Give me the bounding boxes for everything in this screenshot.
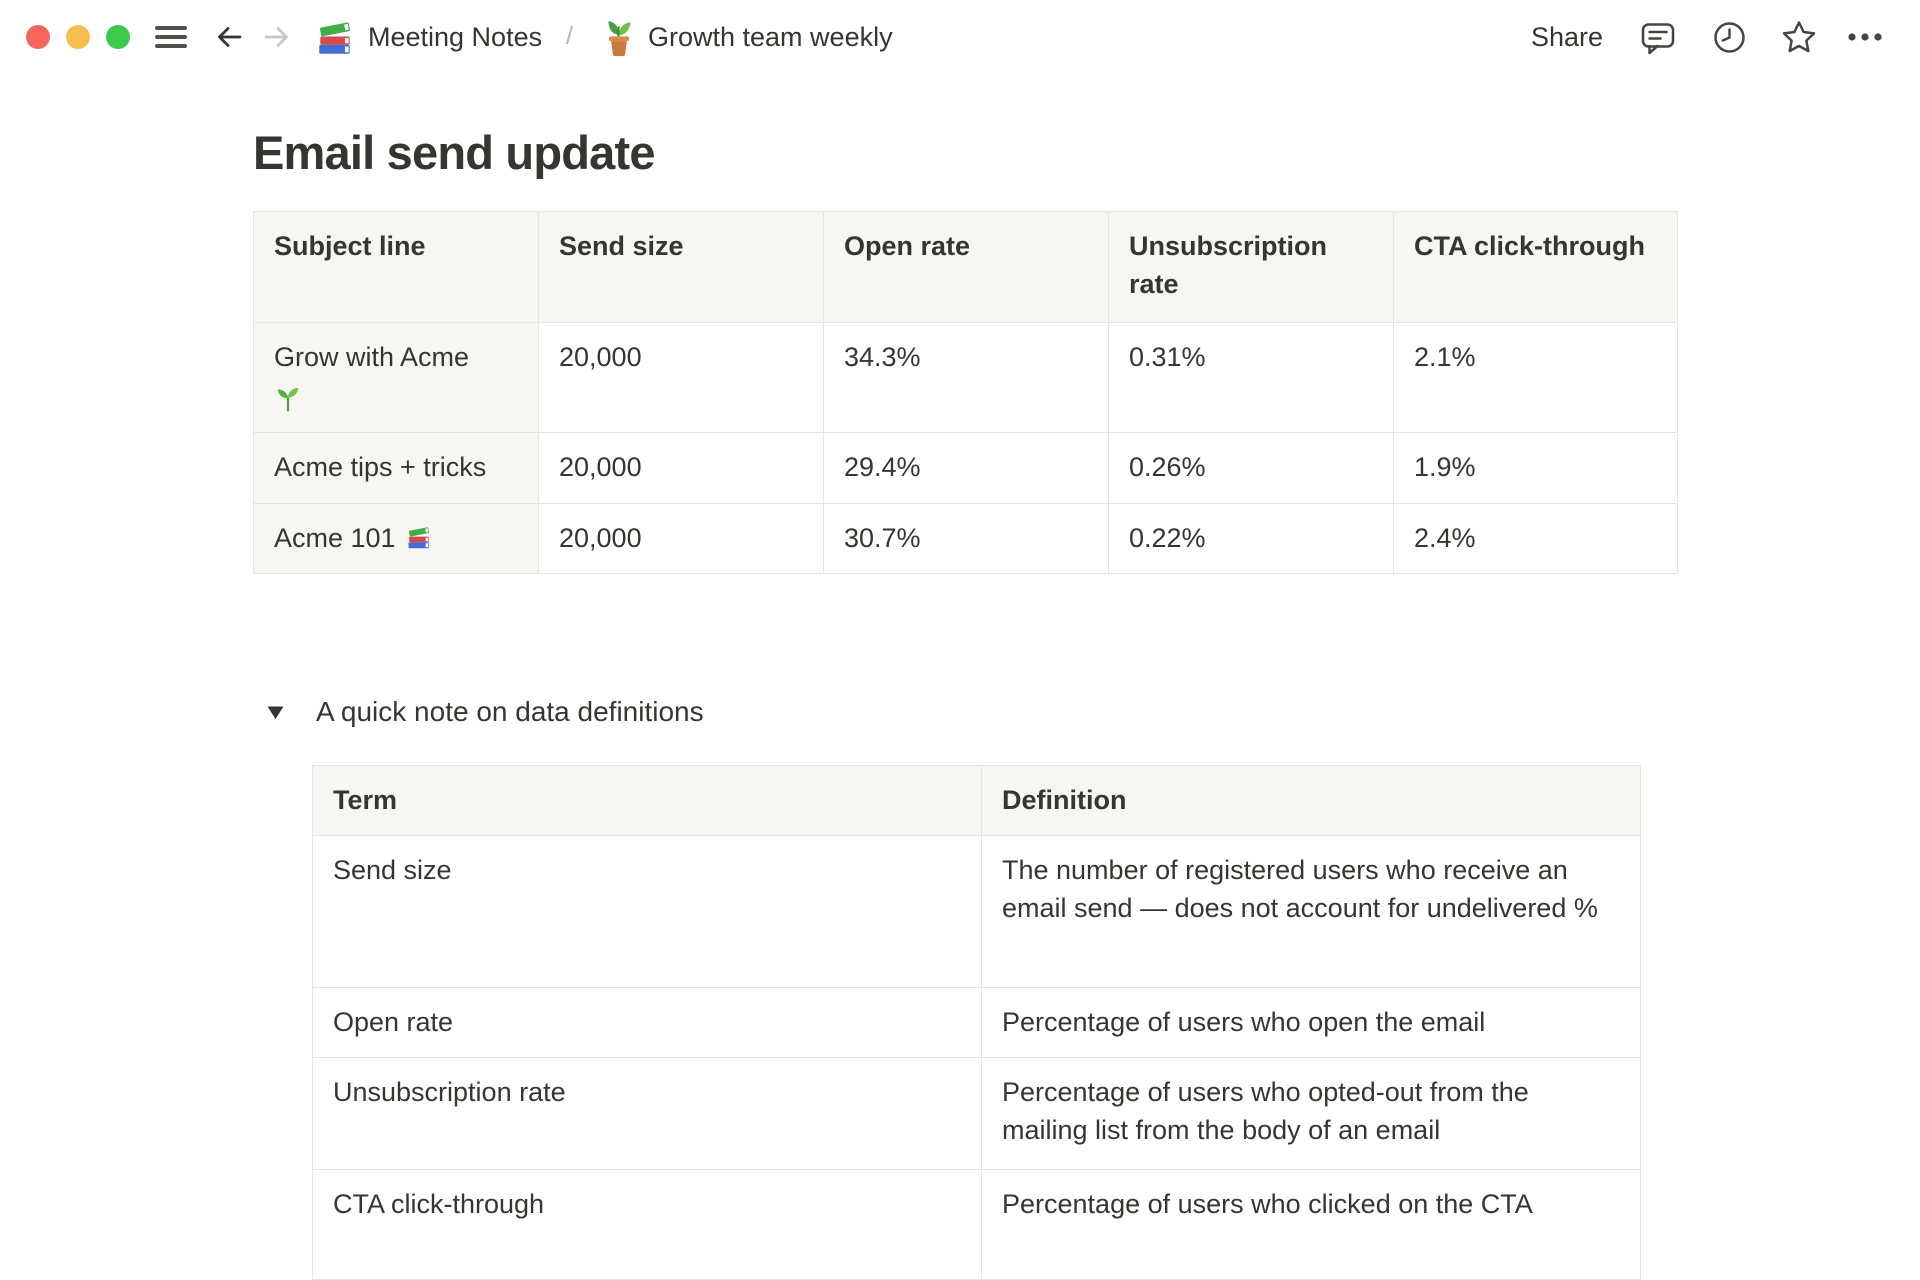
cell-unsubscription-rate[interactable]: 0.26% [1109, 433, 1394, 504]
share-button[interactable]: Share [1531, 22, 1604, 52]
col-header-definition[interactable]: Definition [982, 766, 1641, 836]
cell-definition[interactable]: Percentage of users who open the email [982, 988, 1641, 1058]
cell-open-rate[interactable]: 29.4% [824, 433, 1109, 504]
back-button[interactable] [213, 22, 245, 52]
zoom-window-button[interactable] [106, 25, 130, 49]
sidebar-menu-icon[interactable] [155, 26, 187, 48]
col-header-cta-click-through[interactable]: CTA click-through [1394, 212, 1678, 323]
comment-icon[interactable] [1639, 20, 1677, 56]
table-row [313, 1058, 1641, 1170]
page-title[interactable]: Email send update [253, 126, 655, 179]
breadcrumb-separator: / [566, 22, 573, 50]
cell-cta-click-through[interactable]: 2.1% [1394, 323, 1678, 433]
cell-definition[interactable]: Percentage of users who clicked on the CTA [982, 1170, 1641, 1280]
minimize-window-button[interactable] [66, 25, 90, 49]
clock-icon[interactable] [1711, 19, 1748, 56]
definitions-table [312, 765, 1641, 1280]
seedling-emoji-icon [274, 385, 302, 413]
more-icon[interactable] [1846, 30, 1886, 44]
cell-definition[interactable]: Percentage of users who opted-out from the mailing list from the body of an email [982, 1058, 1641, 1170]
cell-send-size[interactable]: 20,000 [539, 323, 824, 433]
col-header-term[interactable]: Term [313, 766, 982, 836]
table-row [313, 1170, 1641, 1280]
books-emoji-icon [314, 16, 356, 58]
cell-term[interactable]: Open rate [313, 988, 982, 1058]
cell-unsubscription-rate[interactable]: 0.31% [1109, 323, 1394, 433]
table-row [254, 323, 1678, 433]
close-window-button[interactable] [26, 25, 50, 49]
cell-cta-click-through[interactable]: 1.9% [1394, 433, 1678, 504]
forward-button[interactable] [261, 22, 293, 52]
cell-term[interactable]: CTA click-through [313, 1170, 982, 1280]
breadcrumb-item-meeting-notes[interactable]: Meeting Notes [368, 22, 543, 52]
cell-term[interactable]: Unsubscription rate [313, 1058, 982, 1170]
col-header-open-rate[interactable]: Open rate [824, 212, 1109, 323]
cell-open-rate[interactable]: 30.7% [824, 504, 1109, 574]
cell-subject[interactable]: Acme 101 [254, 504, 539, 574]
star-icon[interactable] [1779, 18, 1819, 56]
definitions-toggle[interactable] [253, 690, 704, 734]
cell-subject[interactable]: Acme tips + tricks [254, 433, 539, 504]
table-row [254, 433, 1678, 504]
col-header-subject-line[interactable]: Subject line [254, 212, 539, 323]
col-header-unsubscription-rate[interactable]: Unsubscription rate [1109, 212, 1394, 323]
table-row [313, 836, 1641, 988]
cell-subject[interactable]: Grow with Acme [254, 323, 539, 433]
cell-unsubscription-rate[interactable]: 0.22% [1109, 504, 1394, 574]
header-row [313, 766, 1641, 836]
cell-open-rate[interactable]: 34.3% [824, 323, 1109, 433]
table-row [313, 988, 1641, 1058]
header-row [254, 212, 1678, 323]
potted-plant-emoji-icon [600, 18, 638, 58]
breadcrumb-item-growth-team-weekly[interactable]: Growth team weekly [648, 22, 893, 52]
table-row [254, 504, 1678, 574]
books-emoji-icon [405, 523, 433, 551]
cell-send-size[interactable]: 20,000 [539, 433, 824, 504]
cell-cta-click-through[interactable]: 2.4% [1394, 504, 1678, 574]
cell-term[interactable]: Send size [313, 836, 982, 988]
col-header-send-size[interactable]: Send size [539, 212, 824, 323]
toggle-triangle-icon[interactable] [253, 690, 297, 734]
topbar [0, 0, 1920, 74]
toggle-label: A quick note on data definitions [316, 696, 704, 727]
email-metrics-table [253, 211, 1678, 574]
cell-send-size[interactable]: 20,000 [539, 504, 824, 574]
cell-definition[interactable]: The number of registered users who receive an email send — does not account for undelivered % [982, 836, 1641, 988]
